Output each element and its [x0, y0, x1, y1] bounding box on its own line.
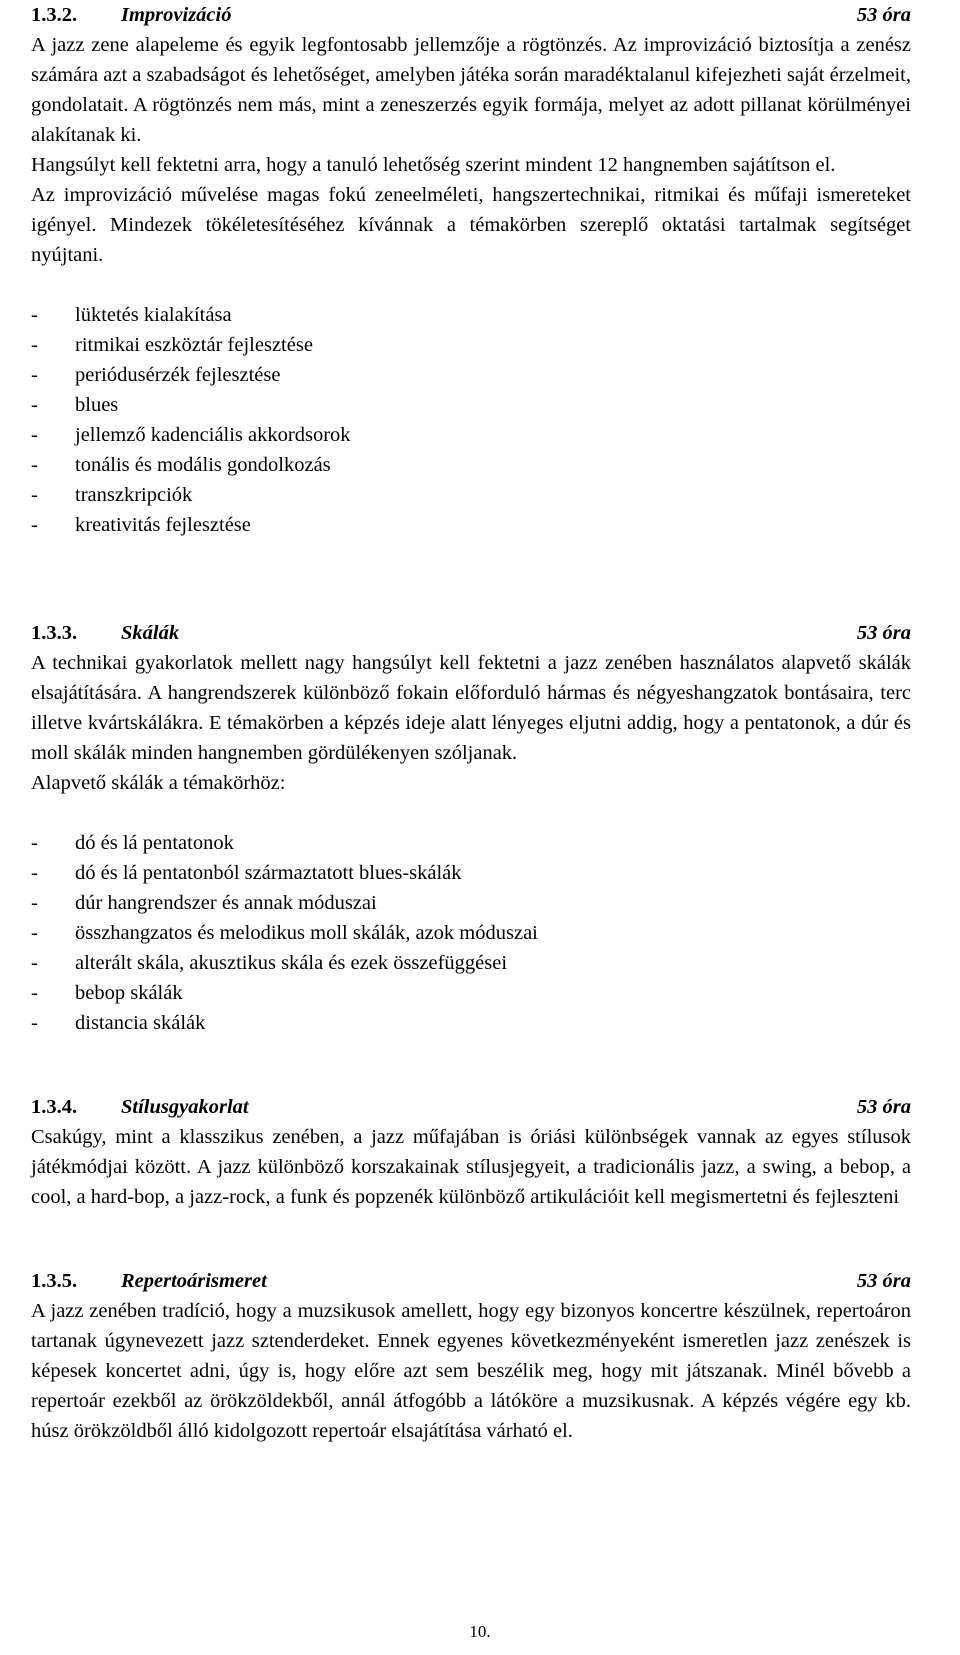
list-item: - alterált skála, akusztikus skála és ezek összefüggései	[31, 952, 508, 974]
section-number: 1.3.4.	[31, 1096, 78, 1118]
paragraph: A jazz zenében tradíció, hogy a muzsikusok amellett, hogy egy bizonyos koncertre készülnek, repertoáron tartanak úgynevezett jazz sztenderdeket. Ennek egyenes következményeként ismeretlen jazz zenészek is képesek koncertet adni, úgy is, hogy előre azt sem beszélik meg, hogy mit játszanak. Minél bővebb a repertoár ezekből az örökzöldekből, annál átfogóbb a látóköre a muzsikusnak. A képzés végére egy kb. húsz örökzöldből álló kidolgozott repertoár elsajátítása várható el.	[31, 1300, 911, 1442]
paragraph: A technikai gyakorlatok mellett nagy hangsúlyt kell fektetni a jazz zenében használatos alapvető skálák elsajátítására. A hangrendszerek különböző fokain előforduló hármas és négyeshangzatok bontásaira, terc illetve kvártskálákra. E témakörben a képzés ideje alatt lényeges eljutni addig, hogy a pentatonok, a dúr és moll skálák minden hangnemben gördülékenyen szóljanak.	[31, 652, 911, 764]
section-number: 1.3.3.	[31, 622, 78, 644]
section-title: Skálák	[121, 622, 180, 644]
section-heading	[31, 618, 911, 648]
section-heading	[31, 1266, 911, 1296]
section-improvizacio	[31, 0, 911, 540]
section-hours: 53 óra	[856, 1270, 911, 1292]
list-item: - ritmikai eszköztár fejlesztése	[31, 334, 313, 356]
list-item: - tonális és modális gondolkozás	[31, 454, 331, 476]
list-item: - kreativitás fejlesztése	[31, 514, 251, 536]
section-heading	[31, 1092, 911, 1122]
list-item: - lüktetés kialakítása	[31, 304, 232, 326]
list-item: - jellemző kadenciális akkordsorok	[31, 424, 351, 446]
topic-list	[31, 300, 911, 540]
paragraph: Alapvető skálák a témakörhöz:	[31, 772, 286, 794]
list-item: - transzkripciók	[31, 484, 193, 506]
section-hours: 53 óra	[856, 4, 911, 26]
list-item: - összhangzatos és melodikus moll skálák, azok móduszai	[31, 922, 538, 944]
paragraph: A jazz zene alapeleme és egyik legfontosabb jellemzője a rögtönzés. Az improvizáció biztosítja a zenész számára azt a szabadságot és lehetőséget, amelyben játéka során maradéktalanul kifejezheti saját érzelmeit, gondolatait. A rögtönzés nem más, mint a zeneszerzés egyik formája, melyet az adott pillanat körülményei alakítanak ki.	[31, 34, 911, 146]
section-number: 1.3.5.	[31, 1270, 78, 1292]
section-title: Repertoárismeret	[121, 1270, 267, 1292]
scale-list	[31, 828, 911, 1038]
list-item: - dúr hangrendszer és annak móduszai	[31, 892, 377, 914]
section-skalak	[31, 618, 911, 1038]
section-number: 1.3.2.	[31, 4, 78, 26]
list-item: - blues	[31, 394, 119, 416]
list-item: - distancia skálák	[31, 1012, 206, 1034]
section-hours: 53 óra	[856, 1096, 911, 1118]
list-item: - dó és lá pentatonok	[31, 832, 234, 854]
paragraph: Csakúgy, mint a klasszikus zenében, a jazz műfajában is óriási különbségek vannak az egyes stílusok játékmódjai között. A jazz különböző korszakainak stílusjegyeit, a tradicionális jazz, a swing, a bebop, a cool, a hard-bop, a jazz-rock, a funk és popzenék különböző artikulációit kell megismertetni és fejleszteni	[31, 1126, 911, 1208]
section-hours: 53 óra	[856, 622, 911, 644]
section-stilusgyakorlat	[31, 1092, 911, 1212]
list-item: - dó és lá pentatonból származtatott blues-skálák	[31, 862, 462, 884]
section-repertoarismeret	[31, 1266, 911, 1446]
section-title: Stílusgyakorlat	[121, 1096, 249, 1118]
paragraph: Az improvizáció művelése magas fokú zeneelméleti, hangszertechnikai, ritmikai és műfaji ismereteket igényel. Mindezek tökéletesítéséhez kívánnak a témakörben szereplő oktatási tartalmak segítséget nyújtani.	[31, 184, 911, 266]
paragraph: Hangsúlyt kell fektetni arra, hogy a tanuló lehetőség szerint mindent 12 hangnemben sajátítson el.	[31, 154, 836, 176]
page-number: 10.	[469, 1622, 491, 1641]
list-item: - bebop skálák	[31, 982, 183, 1004]
list-item: - periódusérzék fejlesztése	[31, 364, 281, 386]
section-title: Improvizáció	[121, 4, 232, 26]
section-heading	[31, 0, 911, 30]
